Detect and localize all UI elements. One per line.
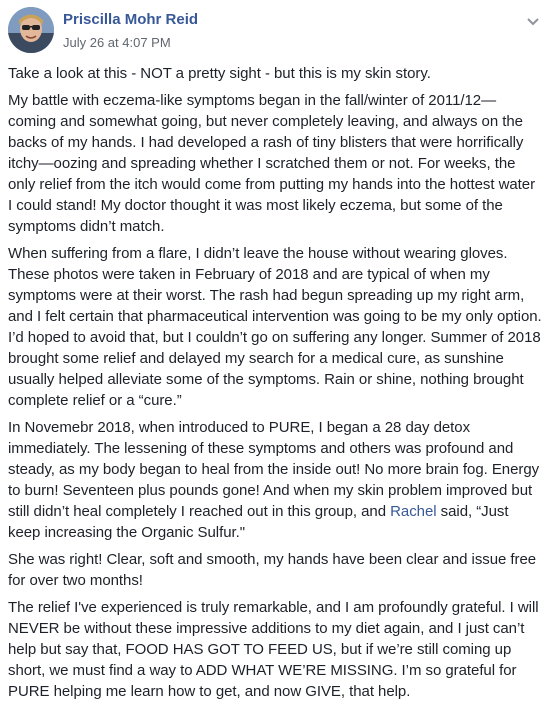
avatar[interactable] — [8, 7, 54, 53]
post-paragraph-6: The relief I've experienced is truly remarkable, and I am profoundly grateful. I will NEVER be without these impressive additions to my diet again, and I just can’t help but say that, FOOD HAS GOT TO FEED US, but if we’re still coming up short, we must find a way to ADD WHAT WE’RE MISSING. I’m so grateful for PURE helping me learn how to get, and now GIVE, that help. — [8, 599, 539, 700]
profile-photo-icon — [8, 7, 54, 53]
post-timestamp[interactable]: July 26 at 4:07 PM — [63, 35, 171, 50]
author-name[interactable]: Priscilla Mohr Reid — [63, 11, 199, 28]
mention-link[interactable]: Rachel — [390, 503, 437, 520]
post-body — [8, 63, 542, 708]
paragraph-4-text: In Novemebr 2018, when introduced to PURE, I began a 28 day detox immediately. The lessening of these symptoms and others was profound and steady, as my body began to heal from the inside out! No more brain fog. Energy to burn! Seventeen plus pounds gone! And when my skin problem improved but still didn’t heal completely I reached out in this group, and — [8, 419, 540, 520]
post-paragraph-4 — [8, 417, 542, 543]
paragraph-4-quote: said, “Just keep increasing the Organic Sulfur." — [8, 503, 509, 541]
post-paragraph-3: When suffering from a flare, I didn’t leave the house without wearing gloves. These photos were taken in February of 2018 and are typical of when my symptoms were at their worst. The rash had begun spreading up my right arm, and I felt certain that pharmaceutical intervention was going to be my only option. I’d hoped to avoid that, but I couldn’t go on suffering any longer. Summer of 2018 brought some relief and delayed my search for a medical cure, as sunshine usually helped alleviate some of the symptoms. Rain or shine, nothing brought complete relief or a “cure.” — [8, 245, 542, 409]
chevron-down-icon[interactable] — [525, 13, 541, 29]
post-paragraph-5: She was right! Clear, soft and smooth, my hands have been clear and issue free for over two months! — [8, 551, 537, 589]
post-paragraph-1: Take a look at this - NOT a pretty sight - but this is my skin story. — [8, 65, 431, 82]
post-paragraph-2: My battle with eczema-like symptoms began in the fall/winter of 2011/12— coming and somewhat going, but never completely leaving, and always on the backs of my hands. I had developed a rash of tiny blisters that were horrifically itchy—oozing and spreading whether I scratched them or not. For weeks, the only relief from the itch would come from putting my hands into the hottest water I could stand! My doctor thought it was most likely eczema, but some of the symptoms didn’t match. — [8, 92, 536, 235]
post-header — [8, 7, 543, 55]
